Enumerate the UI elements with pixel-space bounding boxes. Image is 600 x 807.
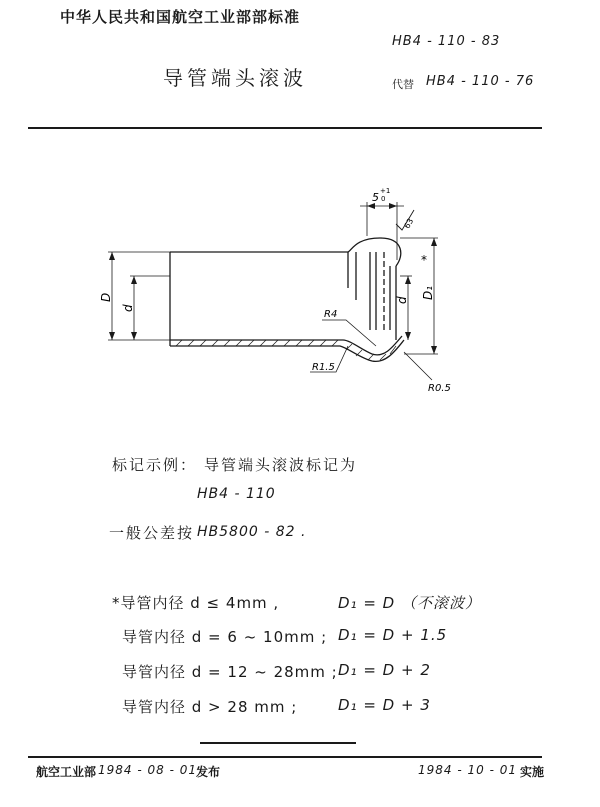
label-D: D xyxy=(99,292,113,302)
spec-row-result: D₁ = D + 2 xyxy=(338,661,431,679)
spec-row-cond: 导管内径 d > 28 mm ; xyxy=(122,698,298,716)
dim-width-tol-lower: 0 xyxy=(381,195,386,203)
label-D1: D₁ xyxy=(421,285,435,300)
issuing-organization: 中华人民共和国航空工业部部标准 xyxy=(60,8,301,26)
header-divider xyxy=(28,127,542,129)
spec-row-cond: 导管内径 d = 6 ~ 10mm ; xyxy=(122,628,328,646)
tolerance-code: HB5800 - 82 . xyxy=(197,524,307,540)
label-R15: R1.5 xyxy=(312,362,335,373)
label-star: * xyxy=(421,253,427,267)
spec-row-result: D₁ = D （不滚波） xyxy=(338,594,481,612)
spec-row-cond: 导管内径 d = 12 ~ 28mm ; xyxy=(122,663,338,681)
end-rule xyxy=(200,742,356,744)
label-d: d xyxy=(121,304,135,312)
marking-code: HB4 - 110 xyxy=(197,486,276,502)
replaces-label: 代替 xyxy=(392,78,414,91)
tube-end-drawing xyxy=(90,180,490,400)
page-title: 导管端头滚波 xyxy=(163,66,307,90)
marking-example-label: 标记示例： xyxy=(112,456,198,474)
footer-effective-label: 实施 xyxy=(520,765,545,779)
footer-divider xyxy=(28,756,542,758)
spec-row-result: D₁ = D + 1.5 xyxy=(338,626,448,644)
footer-issue-label: 发布 xyxy=(196,765,221,779)
marking-example-text: 导管端头滚波标记为 xyxy=(204,456,358,474)
dim-width-value: 5 xyxy=(372,191,379,204)
leader-R05 xyxy=(404,352,432,380)
replaced-standard-number: HB4 - 110 - 76 xyxy=(426,74,535,89)
footer-issue-date: 1984 - 08 - 01 xyxy=(98,763,197,777)
footer-issuer: 航空工业部 xyxy=(36,765,97,779)
label-d-right: d xyxy=(395,296,409,304)
standard-number: HB4 - 110 - 83 xyxy=(392,34,501,49)
tube-top-wall xyxy=(170,238,401,266)
footer-effective-date: 1984 - 10 - 01 xyxy=(418,763,517,777)
spec-row-result: D₁ = D + 3 xyxy=(338,696,431,714)
dim-width-tol-upper: +1 xyxy=(380,187,391,195)
tolerance-label: 一般公差按 xyxy=(109,524,195,542)
roughness-value: 63 xyxy=(402,216,416,231)
label-R4: R4 xyxy=(324,309,338,320)
spec-row-cond: *导管内径 d ≤ 4mm , xyxy=(112,594,280,612)
label-R05: R0.5 xyxy=(428,383,451,394)
